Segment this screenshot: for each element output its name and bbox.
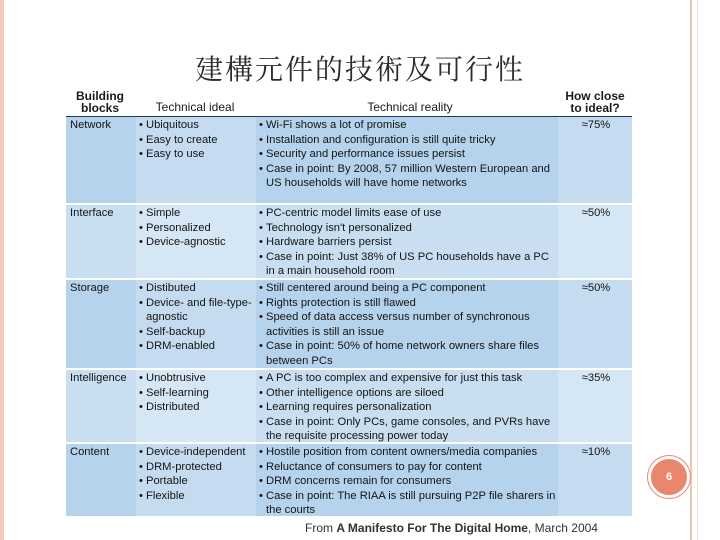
list-item: • Still centered around being a PC component — [259, 281, 559, 296]
list-item: • Self-backup — [139, 325, 255, 340]
page-number-badge: 6 — [648, 456, 690, 498]
list-item: • DRM concerns remain for consumers — [259, 474, 559, 489]
list-item: • Case in point: Just 38% of US PC households have a PC in a main household room — [259, 250, 559, 279]
list-item: • PC-centric model limits ease of use — [259, 206, 559, 221]
source-suffix: , March 2004 — [527, 521, 598, 535]
row-ideal-list — [139, 371, 255, 415]
row-how-close: ≈10% — [581, 446, 611, 458]
slide-title: 建構元件的技術及可行性 — [194, 53, 525, 86]
list-item: • Case in point: By 2008, 57 million Western European and US households will have home networks — [259, 162, 559, 191]
list-item: • Personalized — [139, 221, 255, 236]
list-item: • Other intelligence options are siloed — [259, 386, 559, 401]
table-row-interface — [66, 205, 632, 280]
row-reality-list — [259, 206, 559, 279]
list-item: • Easy to create — [139, 133, 255, 148]
row-reality-list — [259, 281, 559, 369]
list-item: • Self-learning — [139, 386, 255, 401]
row-ideal-list — [139, 206, 255, 250]
list-item: • Speed of data access versus number of synchronous activities is still an issue — [259, 310, 559, 339]
list-item: • Case in point: Only PCs, game consoles, and PVRs have the requisite processing power today — [259, 415, 559, 444]
table-row-storage — [66, 280, 632, 370]
list-item: • Simple — [139, 206, 255, 221]
list-item: • Reluctance of consumers to pay for content — [259, 460, 559, 475]
list-item: • Security and performance issues persist — [259, 147, 559, 162]
list-item: • Case in point: 50% of home network owners share files between PCs — [259, 339, 559, 368]
list-item: • Technology isn't personalized — [259, 221, 559, 236]
row-reality-list — [259, 118, 559, 191]
row-how-close: ≈75% — [581, 119, 611, 131]
list-item: • Hardware barriers persist — [259, 235, 559, 250]
row-how-close: ≈50% — [581, 282, 611, 294]
list-item: • Hostile position from content owners/media companies — [259, 445, 559, 460]
list-item: • Flexible — [139, 489, 255, 504]
list-item: • Device-independent — [139, 445, 255, 460]
table-row-content — [66, 444, 632, 518]
list-item: • DRM-protected — [139, 460, 255, 475]
list-item: • Learning requires personalization — [259, 400, 559, 415]
row-reality-list — [259, 445, 559, 518]
row-block-name: Network — [70, 119, 112, 131]
table-row-network — [66, 117, 632, 205]
list-item: • Case in point: The RIAA is still pursuing P2P file sharers in the courts — [259, 489, 559, 518]
row-ideal-list — [139, 118, 255, 162]
source-prefix: From — [305, 521, 337, 535]
source-citation — [305, 521, 598, 535]
list-item: • Installation and configuration is still quite tricky — [259, 133, 559, 148]
row-block-name: Intelligence — [70, 372, 127, 384]
row-reality-list — [259, 371, 559, 444]
list-item: • Device-agnostic — [139, 235, 255, 250]
row-block-name: Content — [70, 446, 110, 458]
list-item: • Device- and file-type-agnostic — [139, 296, 255, 325]
list-item: • Portable — [139, 474, 255, 489]
list-item: • Easy to use — [139, 147, 255, 162]
list-item: • Distibuted — [139, 281, 255, 296]
row-block-name: Interface — [70, 207, 114, 219]
list-item: • Distributed — [139, 400, 255, 415]
row-how-close: ≈35% — [581, 372, 611, 384]
row-ideal-list — [139, 281, 255, 354]
header-building-blocks: Building blocks — [76, 89, 124, 115]
list-item: • A PC is too complex and expensive for just this task — [259, 371, 559, 386]
list-item: • DRM-enabled — [139, 339, 255, 354]
row-block-name: Storage — [70, 282, 110, 294]
list-item: • Unobtrusive — [139, 371, 255, 386]
list-item: • Wi-Fi shows a lot of promise — [259, 118, 559, 133]
header-technical-ideal: Technical ideal — [155, 100, 235, 114]
header-how-close: How close to ideal? — [565, 89, 625, 115]
list-item: • Ubiquitous — [139, 118, 255, 133]
table-row-intelligence — [66, 370, 632, 444]
list-item: • Rights protection is still flawed — [259, 296, 559, 311]
row-ideal-list — [139, 445, 255, 503]
header-technical-reality: Technical reality — [367, 100, 453, 114]
row-how-close: ≈50% — [581, 207, 611, 219]
source-title: A Manifesto For The Digital Home — [336, 521, 528, 535]
